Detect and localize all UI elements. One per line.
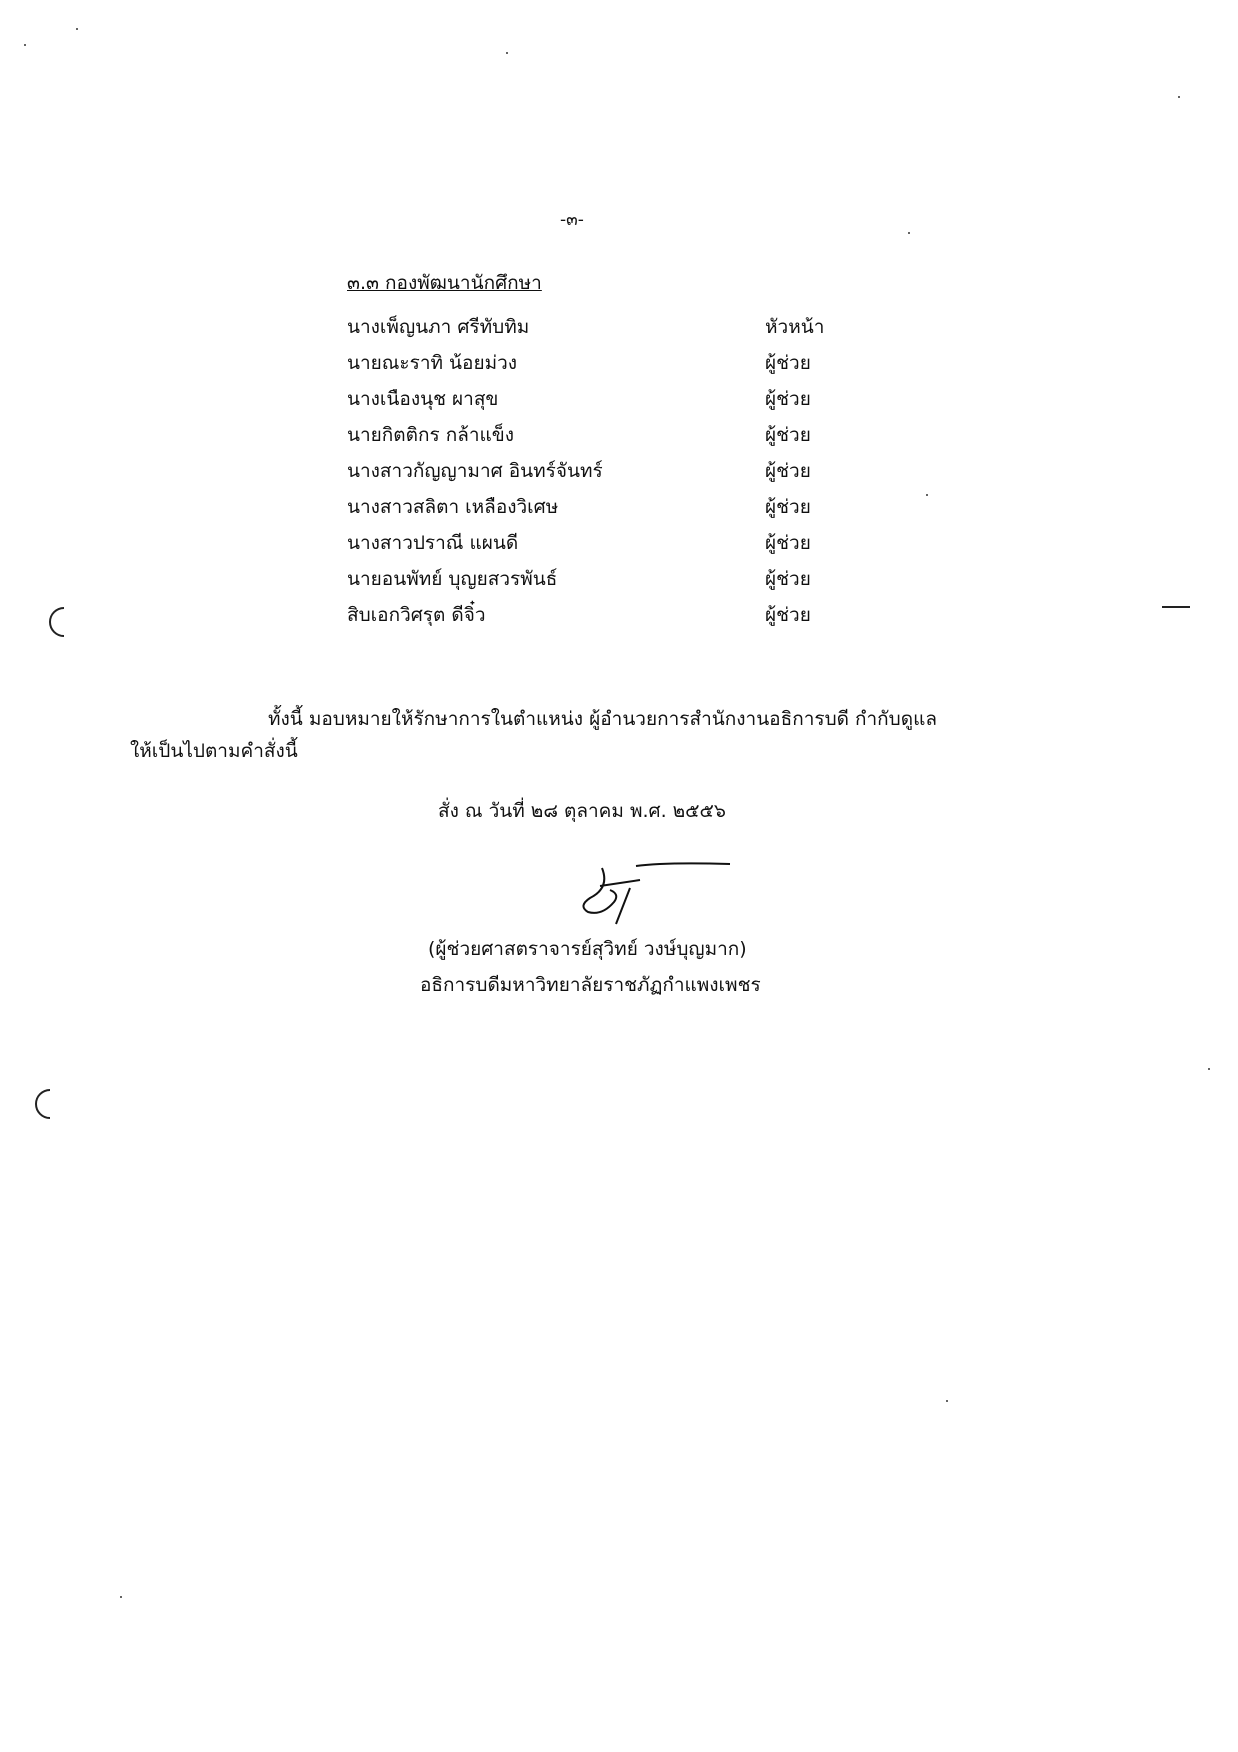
- member-role: ผู้ช่วย: [765, 532, 811, 554]
- member-row: [347, 564, 827, 596]
- member-name: นางสาวสลิตา เหลืองวิเศษ: [347, 496, 559, 518]
- member-name: นายอนพัทย์ บุญยสวรพันธ์: [347, 568, 558, 590]
- scan-speck: [506, 52, 508, 54]
- scan-speck: [908, 232, 910, 234]
- member-role: ผู้ช่วย: [765, 388, 811, 410]
- scan-speck: [24, 44, 26, 46]
- scan-speck: [76, 28, 78, 30]
- body-paragraph-line2: ให้เป็นไปตามคำสั่งนี้: [130, 740, 298, 762]
- member-name: นางเพ็ญนภา ศรีทับทิม: [347, 316, 530, 338]
- signer-name: (ผู้ช่วยศาสตราจารย์สุวิทย์ วงษ์บุญมาก): [428, 938, 747, 960]
- member-row: [347, 600, 827, 632]
- member-name: นายณะราทิ น้อยม่วง: [347, 352, 518, 374]
- scan-speck: [120, 1596, 122, 1598]
- member-row: [347, 312, 827, 344]
- member-name: นางสาวกัญญามาศ อินทร์จันทร์: [347, 460, 603, 482]
- punch-hole-icon: [28, 1082, 62, 1126]
- member-row: [347, 492, 827, 524]
- member-name: นางสาวปราณี แผนดี: [347, 532, 519, 554]
- body-paragraph-line1: ทั้งนี้ มอบหมายให้รักษาการในตำแหน่ง ผู้อำนวยการสำนักงานอธิการบดี กำกับดูแล: [268, 708, 937, 730]
- member-name: สิบเอกวิศรุต ดีจิ๋ว: [347, 604, 486, 626]
- scan-speck: [926, 494, 928, 496]
- order-date: สั่ง ณ วันที่ ๒๘ ตุลาคม พ.ศ. ๒๕๕๖: [438, 800, 726, 822]
- scan-speck: [946, 1400, 948, 1402]
- member-name: นางเนืองนุช ผาสุข: [347, 388, 499, 410]
- page-number: -๓-: [560, 210, 584, 230]
- member-role: ผู้ช่วย: [765, 496, 811, 518]
- scan-speck: [1208, 1068, 1210, 1070]
- member-role: หัวหน้า: [765, 316, 825, 338]
- scan-speck: [1178, 96, 1180, 98]
- member-role: ผู้ช่วย: [765, 568, 811, 590]
- member-row: [347, 384, 827, 416]
- member-name: นายกิตติกร กล้าแข็ง: [347, 424, 515, 446]
- scan-mark: [1162, 606, 1190, 608]
- punch-hole-icon: [42, 600, 76, 644]
- member-role: ผู้ช่วย: [765, 460, 811, 482]
- member-role: ผู้ช่วย: [765, 604, 811, 626]
- member-row: [347, 420, 827, 452]
- member-row: [347, 348, 827, 380]
- section-heading: ๓.๓ กองพัฒนานักศึกษา: [347, 272, 542, 294]
- signer-position: อธิการบดีมหาวิทยาลัยราชภัฏกำแพงเพชร: [420, 974, 761, 996]
- signature: [570, 858, 740, 938]
- member-role: ผู้ช่วย: [765, 424, 811, 446]
- member-row: [347, 528, 827, 560]
- member-row: [347, 456, 827, 488]
- member-role: ผู้ช่วย: [765, 352, 811, 374]
